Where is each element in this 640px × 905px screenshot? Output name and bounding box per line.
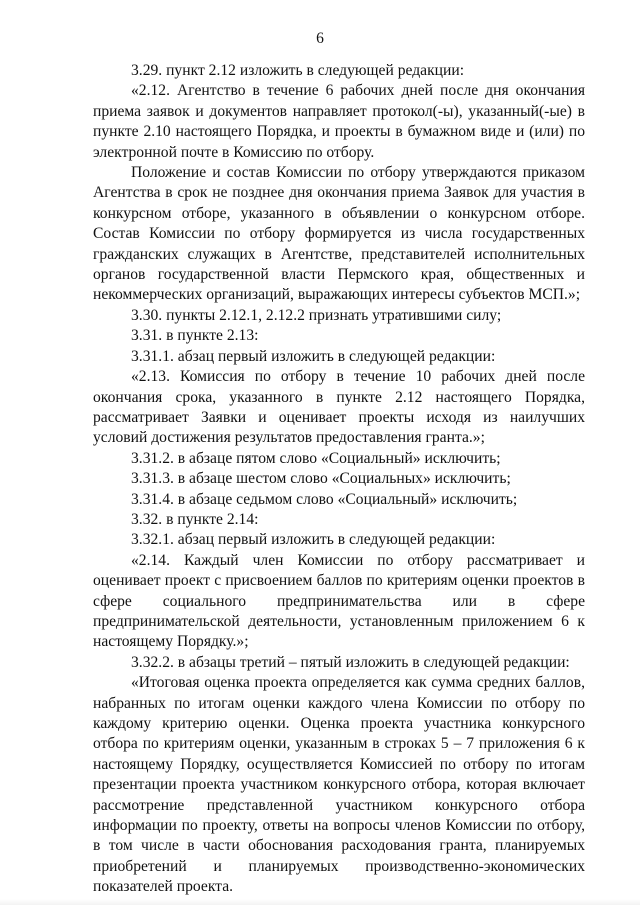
document-body [93, 61, 585, 898]
paragraph-2-13-quote: «2.13. Комиссия по отбору в течение 10 рабочих дней после окончания срока, указанного в пункте 2.12 настоящего Порядка, рассматривает Заявки и оценивает проекты исходя из наилучших условий достижения результатов предоставления гранта.»; [93, 368, 585, 447]
paragraph-2-12-quote: «2.12. Агентство в течение 6 рабочих дней после дня окончания приема заявок и документов направляет протокол(-ы), указанный(-ые) в пункте 2.10 настоящего Порядка, и проекты в бумажном виде и (или) по электронной почте в Комиссию по отбору. [93, 82, 585, 161]
paragraph-2-14-quote: «2.14. Каждый член Комиссии по отбору рассматривает и оценивает проект с присвоением баллов по критериям оценки проектов в сфере социального предпринимательства или в сфере предпринимательской деятельности, установленным приложением 6 к настоящему Порядку.»; [93, 551, 585, 651]
paragraph-3-31-3: 3.31.3. в абзаце шестом слово «Социальных» исключить; [131, 470, 511, 488]
paragraph-3-31-1: 3.31.1. абзац первый изложить в следующей редакции: [131, 347, 496, 365]
paragraph-3-31-4: 3.31.4. в абзаце седьмом слово «Социальный» исключить; [131, 490, 518, 508]
paragraph-commission-composition: Положение и состав Комиссии по отбору утверждаются приказом Агентства в срок не позднее дня окончания приема Заявок для участия в конкурсном отборе, указанного в объявлении о конкурсном отборе. Состав Комиссии по отбору формируется из числа государственных гражданских служащих в Агентстве, представителей исполнительных органов государственной власти Пермского края, общественных и некоммерческих организаций, выражающих интересы субъектов МСП.»; [93, 164, 585, 304]
paragraph-3-30: 3.30. пункты 2.12.1, 2.12.2 признать утратившими силу; [131, 306, 502, 324]
paragraph-3-32: 3.32. в пункте 2.14: [131, 510, 259, 528]
paragraph-3-32-1: 3.32.1. абзац первый изложить в следующей редакции: [131, 531, 496, 549]
scan-edge [0, 899, 640, 905]
page-number: 6 [316, 30, 324, 47]
paragraph-3-29: 3.29. пункт 2.12 изложить в следующей редакции: [131, 62, 465, 79]
paragraph-3-32-2: 3.32.2. в абзацы третий – пятый изложить в следующей редакции: [131, 653, 570, 671]
paragraph-3-31-2: 3.31.2. в абзаце пятом слово «Социальный» исключить; [131, 449, 501, 467]
paragraph-3-31: 3.31. в пункте 2.13: [131, 327, 259, 345]
paragraph-final-score-quote: «Итоговая оценка проекта определяется как сумма средних баллов, набранных по итогам оценки каждого члена Комиссии по отбору по каждому критерию оценки. Оценка проекта участника конкурсного отбора по критериям оценки, указанным в строках 5 – 7 приложения 6 к настоящему Порядку, осуществляется Комиссией по отбору по итогам презентации проекта участником конкурсного отбора, которая включает рассмотрение представленной участником конкурсного отбора информации по проекту, ответы на вопросы членов Комиссии по отбору, в том числе в части обоснования расходования гранта, планируемых приобретений и планируемых производственно-экономических показателей проекта. [93, 674, 585, 896]
